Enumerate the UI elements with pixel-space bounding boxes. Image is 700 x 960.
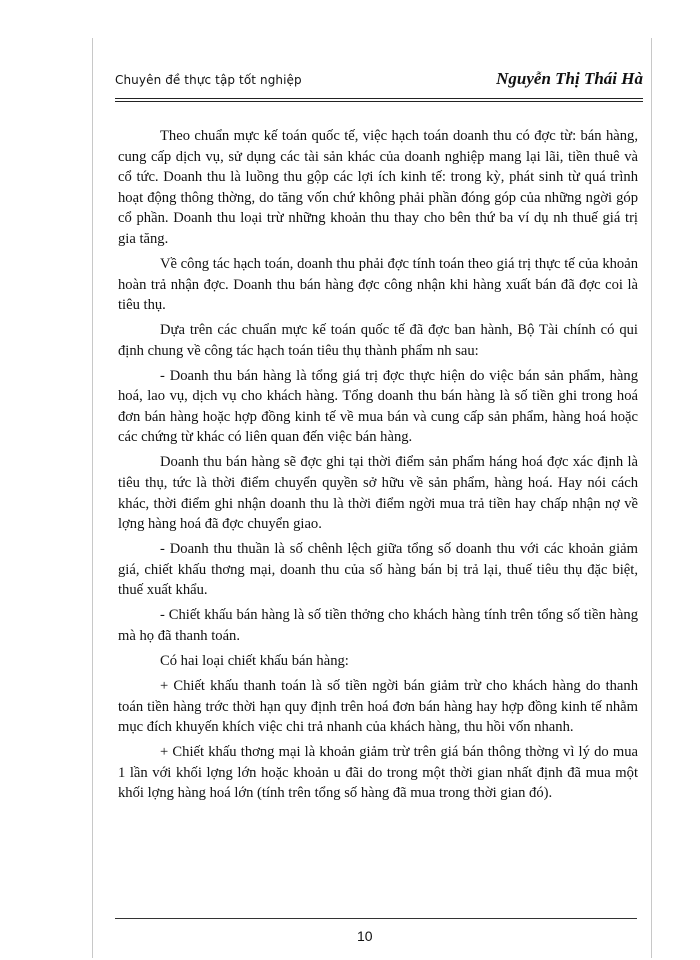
paragraph: - Doanh thu thuần là số chênh lệch giữa tổng số doanh thu với các khoản giảm giá, chiết khấu thơng mại, doanh thu của số hàng bán bị trả lại, thuế tiêu thụ đặc biệt, thuế xuất khẩu.: [118, 541, 638, 599]
paragraph: Về công tác hạch toán, doanh thu phải đợc tính toán theo giá trị thực tế của khoản hoàn trả nhận đợc. Doanh thu bán hàng đợc công nhận khi hàng xuất bán đã đợc coi là tiêu thụ.: [118, 255, 638, 314]
paragraph: Theo chuẩn mực kế toán quốc tế, việc hạch toán doanh thu có đợc từ: bán hàng, cung cấp dịch vụ, sử dụng các tài sản khác của doanh nghiệp mang lại lãi, tiền thuê và cổ tức. Doanh thu là luồng thu gộp các lợi ích kinh tế: trong kỳ, phát sinh từ quá trình hoạt động thông thờng, do tăng vốn chứ không phải phần đóng góp của những ngời góp cổ phần. Doanh thu loại trừ những khoản thu thay cho bên thứ ba ví dụ nh thuế giá trị gia tăng.: [118, 128, 638, 247]
page-number: 10: [357, 928, 373, 944]
paragraph: - Chiết khấu bán hàng là số tiền thởng cho khách hàng tính trên tổng số tiền hàng mà họ đã thanh toán.: [118, 607, 638, 644]
header-author-name: Nguyễn Thị Thái Hà: [496, 69, 643, 88]
paragraph: - Doanh thu bán hàng là tổng giá trị đợc thực hiện do việc bán sản phẩm, hàng hoá, lao vụ, dịch vụ cho khách hàng. Tổng doanh thu bán hàng là số tiền ghi trong hoá đơn bán hàng hoặc hợp đồng kinh tế về mua bán và cung cấp sản phẩm, hàng hoá hoặc các chứng từ khác có liên quan đến việc bán hàng.: [118, 367, 638, 446]
header-divider: [115, 98, 643, 102]
footer-divider: [115, 918, 637, 919]
document-body: [118, 126, 638, 808]
page-header: [115, 65, 643, 93]
paragraph: Doanh thu bán hàng sẽ đợc ghi tại thời điểm sản phẩm háng hoá đợc xác định là tiêu thụ, tức là thời điểm chuyển quyền sở hữu về sản phẩm, hàng hoá. Hay nói cách khác, thời điểm ghi nhận doanh thu là thời điểm ngời mua trả tiền hay chấp nhận nợ về lợng hàng hoá đã đợc chuyển giao.: [118, 454, 638, 533]
header-document-title: Chuyên đề thực tập tốt nghiệp: [115, 73, 302, 87]
paragraph: + Chiết khấu thơng mại là khoản giảm trừ trên giá bán thông thờng vì lý do mua 1 lần với khối lợng lớn hoặc khoản u đãi do trong một thời gian nhất định đã mua một khối lợng hàng hoá lớn (tính trên tổng số hàng đã mua trong thời gian đó).: [118, 744, 638, 802]
paragraph: Có hai loại chiết khấu bán hàng:: [160, 652, 349, 669]
paragraph: + Chiết khấu thanh toán là số tiền ngời bán giảm trừ cho khách hàng do thanh toán tiền hàng trớc thời hạn quy định trên hoá đơn bán hàng hay hợp đồng kinh tế nhằm mục đích khuyến khích việc chi trả nhanh của khách hàng, thu hồi vốn nhanh.: [118, 677, 638, 736]
paragraph: Dựa trên các chuẩn mực kế toán quốc tế đã đợc ban hành, Bộ Tài chính có qui định chung về công tác hạch toán tiêu thụ thành phẩm nh sau:: [118, 322, 638, 359]
